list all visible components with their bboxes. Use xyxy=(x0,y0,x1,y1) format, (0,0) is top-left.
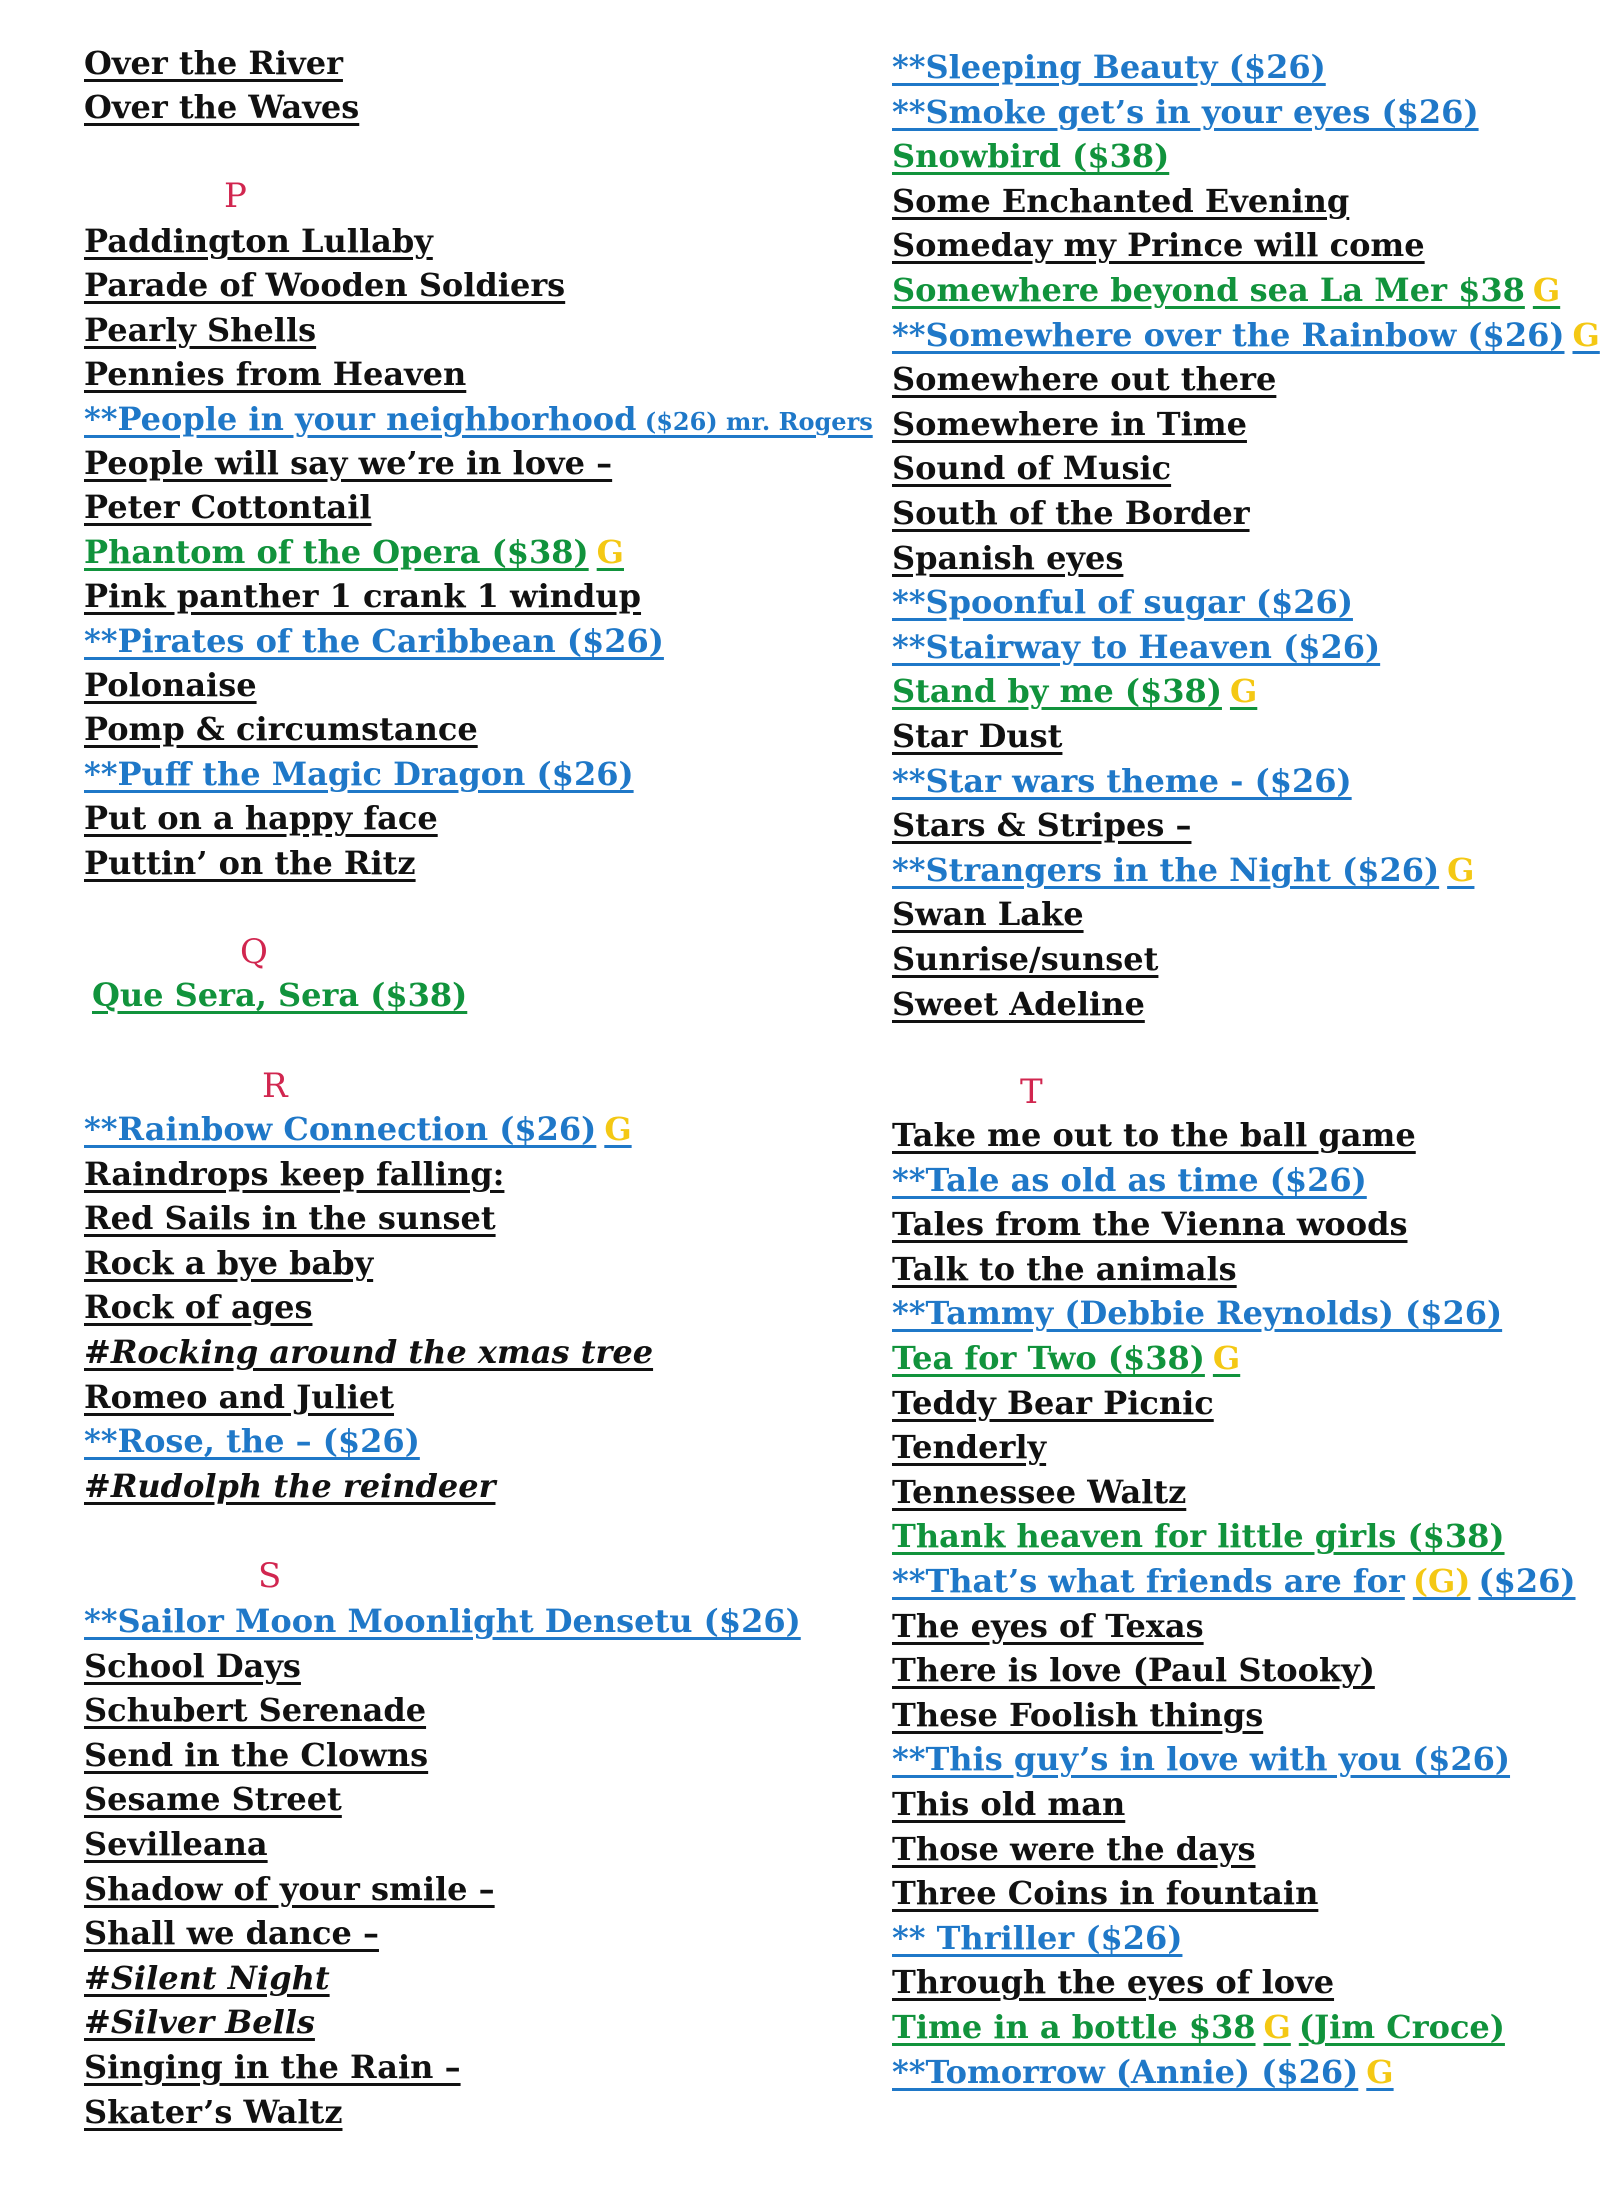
song-somewhere-out-there xyxy=(892,360,1276,398)
song-title: Raindrops keep falling: xyxy=(84,1154,505,1193)
song-silver-bells xyxy=(84,2003,315,2041)
song-title: **Rose, the – ($26) xyxy=(84,1422,420,1461)
song-title: Sunrise/sunset xyxy=(892,940,1159,978)
song-title: **Spoonful of sugar ($26) xyxy=(892,583,1353,622)
song-title: Three Coins in fountain xyxy=(892,1874,1319,1913)
song-title: Take me out to the ball game xyxy=(892,1116,1416,1154)
song-title: **Sleeping Beauty ($26) xyxy=(892,48,1326,86)
song-sleeping-beauty-26 xyxy=(892,48,1326,86)
song-sevilleana xyxy=(84,1825,268,1863)
song-spoonful-of-sugar-26 xyxy=(892,583,1353,621)
song-tomorrow-annie-26 xyxy=(892,2053,1394,2091)
song-over-the-waves xyxy=(84,88,359,126)
song-title: **Tomorrow (Annie) ($26) xyxy=(892,2052,1359,2091)
song-title: School Days xyxy=(84,1646,301,1685)
song-que-sera-sera-38 xyxy=(92,976,467,1014)
song-title: **Tale as old as time ($26) xyxy=(892,1160,1367,1199)
song-title: South of the Border xyxy=(892,494,1250,532)
section-letter-r: R xyxy=(262,1066,288,1106)
g-marker: G xyxy=(1532,271,1561,309)
song-title: Sound of Music xyxy=(892,449,1172,488)
song-shadow-of-your-smile xyxy=(84,1870,495,1908)
song-put-on-a-happy-face xyxy=(84,799,438,837)
song-title: ** Thriller ($26) xyxy=(892,1918,1183,1957)
song-someday-my-prince-will-come xyxy=(892,226,1425,264)
song-rudolph-the-reindeer xyxy=(84,1467,495,1505)
song-time-in-a-bottle-38 xyxy=(892,2008,1505,2046)
section-letter-t: T xyxy=(1020,1072,1043,1112)
song-that-s-what-friends-are-for xyxy=(892,1562,1576,1600)
song-swan-lake xyxy=(892,895,1084,933)
song-stars-stripes xyxy=(892,806,1191,844)
song-title: Sesame Street xyxy=(84,1780,342,1819)
song-some-enchanted-evening xyxy=(892,182,1349,220)
song-pirates-of-the-caribbean-26 xyxy=(84,622,664,660)
song-somewhere-over-the-rainbow-26 xyxy=(892,316,1600,354)
song-title: Swan Lake xyxy=(892,895,1084,934)
song-title: Rock of ages xyxy=(84,1288,313,1327)
song-three-coins-in-fountain xyxy=(892,1874,1318,1912)
song-those-were-the-days xyxy=(892,1830,1255,1868)
song-south-of-the-border xyxy=(892,494,1250,532)
song-title: **Star wars theme - ($26) xyxy=(892,761,1352,800)
song-title: Spanish eyes xyxy=(892,538,1124,577)
song-title: Skater’s Waltz xyxy=(84,2092,343,2131)
song-title: Sweet Adeline xyxy=(892,984,1145,1023)
song-title: Parade of Wooden Soldiers xyxy=(84,266,566,305)
song-title: Polonaise xyxy=(84,666,257,704)
g-marker: G xyxy=(604,1110,632,1148)
song-title: Time in a bottle $38 xyxy=(892,2008,1256,2046)
song-title: Thank heaven for little girls ($38) xyxy=(892,1517,1505,1556)
song-title: Star Dust xyxy=(892,717,1063,755)
song-title: Rock a bye baby xyxy=(84,1243,374,1282)
song-title: Paddington Lullaby xyxy=(84,222,433,260)
song-sound-of-music xyxy=(892,449,1171,487)
song-title: #Silent Night xyxy=(84,1958,330,1997)
song-tenderly xyxy=(892,1428,1046,1466)
song-this-old-man xyxy=(892,1785,1125,1823)
song-title: Somewhere out there xyxy=(892,360,1277,399)
song-title: People will say we’re in love – xyxy=(84,444,613,482)
song-title: Teddy Bear Picnic xyxy=(892,1383,1214,1422)
song-tammy-debbie-reynolds-26 xyxy=(892,1294,1502,1332)
g-marker: (G) xyxy=(1412,1562,1471,1600)
g-marker: G xyxy=(1229,672,1258,711)
song-title: Tennessee Waltz xyxy=(892,1472,1187,1511)
song-title: Snowbird ($38) xyxy=(892,137,1170,176)
song-sunrise-sunset xyxy=(892,940,1158,978)
song-title: **People in your neighborhood xyxy=(84,399,637,438)
song-there-is-love-paul-stooky xyxy=(892,1651,1375,1689)
song-sesame-street xyxy=(84,1780,342,1818)
song-tea-for-two-38 xyxy=(892,1339,1240,1377)
song-suffix: (Jim Croce) xyxy=(1298,2008,1505,2046)
song-strangers-in-the-night-26 xyxy=(892,851,1474,889)
song-polonaise xyxy=(84,666,257,704)
song-title: These Foolish things xyxy=(892,1695,1264,1734)
song-sweet-adeline xyxy=(892,985,1145,1023)
song-title: Somewhere in Time xyxy=(892,404,1247,443)
song-smoke-get-s-in-your-eyes-26 xyxy=(892,93,1479,131)
song-title: **Rainbow Connection ($26) xyxy=(84,1110,597,1148)
song-title: **Pirates of the Caribbean ($26) xyxy=(84,621,664,660)
song-stairway-to-heaven-26 xyxy=(892,628,1380,666)
song-people-will-say-we-re-in-love xyxy=(84,444,612,482)
song-star-wars-theme-26 xyxy=(892,762,1352,800)
song-sailor-moon-moonlight-densetu-26 xyxy=(84,1602,801,1640)
song-send-in-the-clowns xyxy=(84,1736,428,1774)
song-title: Some Enchanted Evening xyxy=(892,181,1350,220)
song-tales-from-the-vienna-woods xyxy=(892,1205,1407,1243)
song-title: Stand by me ($38) xyxy=(892,672,1222,711)
song-title: Someday my Prince will come xyxy=(892,226,1425,265)
song-romeo-and-juliet xyxy=(84,1378,394,1416)
song-rock-a-bye-baby xyxy=(84,1244,373,1282)
song-school-days xyxy=(84,1647,301,1685)
song-snowbird-38 xyxy=(892,137,1169,175)
song-title: **Smoke get’s in your eyes ($26) xyxy=(892,92,1479,131)
song-title: This old man xyxy=(892,1785,1126,1823)
song-title: **Sailor Moon Moonlight Densetu ($26) xyxy=(84,1602,801,1640)
song-star-dust xyxy=(892,717,1062,755)
song-phantom-of-the-opera-38 xyxy=(84,533,624,571)
song-title: Tales from the Vienna woods xyxy=(892,1205,1408,1244)
song-title: Peter Cottontail xyxy=(84,488,372,527)
song-title: **This guy’s in love with you ($26) xyxy=(892,1740,1511,1779)
song-title: Shadow of your smile – xyxy=(84,1869,495,1908)
song-title: **That’s what friends are for xyxy=(892,1562,1405,1600)
song-tale-as-old-as-time-26 xyxy=(892,1161,1367,1199)
song-through-the-eyes-of-love xyxy=(892,1963,1334,2001)
song-schubert-serenade xyxy=(84,1691,426,1729)
song-pearly-shells xyxy=(84,311,316,349)
song-title: Put on a happy face xyxy=(84,799,438,838)
song-title: Tea for Two ($38) xyxy=(892,1339,1205,1377)
song-title: Que Sera, Sera ($38) xyxy=(92,976,468,1014)
song-title: Schubert Serenade xyxy=(84,1691,427,1730)
song-pennies-from-heaven xyxy=(84,355,466,393)
song-over-the-river xyxy=(84,44,343,82)
song-title: Phantom of the Opera ($38) xyxy=(84,532,589,571)
song-red-sails-in-the-sunset xyxy=(84,1199,496,1237)
song-thank-heaven-for-little-girls-38 xyxy=(892,1517,1505,1555)
g-marker: G xyxy=(1366,2052,1394,2091)
song-rock-of-ages xyxy=(84,1288,312,1326)
song-title: **Puff the Magic Dragon ($26) xyxy=(84,754,634,793)
song-title: Stars & Stripes – xyxy=(892,806,1192,845)
g-marker: G xyxy=(1447,850,1475,889)
song-silent-night xyxy=(84,1959,330,1997)
song-puff-the-magic-dragon-26 xyxy=(84,755,634,793)
g-marker: G xyxy=(1263,2008,1291,2046)
song-title: Red Sails in the sunset xyxy=(84,1199,496,1238)
song-title: Romeo and Juliet xyxy=(84,1377,395,1416)
song-title: Puttin’ on the Ritz xyxy=(84,843,416,882)
song-parade-of-wooden-soldiers xyxy=(84,266,565,304)
song-these-foolish-things xyxy=(892,1696,1263,1734)
song-shall-we-dance xyxy=(84,1914,379,1952)
song-title: Over the Waves xyxy=(84,88,360,126)
song-pomp-circumstance xyxy=(84,710,478,748)
song-rose-the-26 xyxy=(84,1422,420,1460)
song-title: There is love (Paul Stooky) xyxy=(892,1651,1375,1690)
song-title: The eyes of Texas xyxy=(892,1606,1204,1645)
song-teddy-bear-picnic xyxy=(892,1384,1214,1422)
song-title: Shall we dance – xyxy=(84,1914,379,1953)
section-letter-q: Q xyxy=(240,932,268,972)
song-the-eyes-of-texas xyxy=(892,1607,1204,1645)
song-spanish-eyes xyxy=(892,539,1123,577)
section-letter-p: P xyxy=(224,176,247,216)
song-title: Pink panther 1 crank 1 windup xyxy=(84,577,642,616)
song-title: #Silver Bells xyxy=(84,2003,315,2042)
song-title: **Somewhere over the Rainbow ($26) xyxy=(892,315,1565,354)
song-title: **Tammy (Debbie Reynolds) ($26) xyxy=(892,1294,1503,1333)
song-title: Over the River xyxy=(84,44,343,82)
song-title: Pomp & circumstance xyxy=(84,710,478,749)
song-singing-in-the-rain xyxy=(84,2048,461,2086)
song-peter-cottontail xyxy=(84,488,372,526)
song-title: **Stairway to Heaven ($26) xyxy=(892,627,1381,666)
section-letter-s: S xyxy=(258,1556,282,1596)
song-this-guy-s-in-love-with-you-26 xyxy=(892,1740,1510,1778)
song-take-me-out-to-the-ball-game xyxy=(892,1116,1416,1154)
song-tennessee-waltz xyxy=(892,1473,1186,1511)
song-title: #Rocking around the xmas tree xyxy=(84,1333,654,1371)
song-title: Send in the Clowns xyxy=(84,1735,429,1774)
song-somewhere-in-time xyxy=(892,405,1247,443)
g-marker: G xyxy=(1212,1339,1241,1377)
song-pink-panther-1-crank-1-windup xyxy=(84,577,641,615)
song-raindrops-keep-falling xyxy=(84,1155,504,1193)
song-title: Pennies from Heaven xyxy=(84,355,467,394)
song-title: Singing in the Rain – xyxy=(84,2048,461,2086)
g-marker: G xyxy=(596,532,624,571)
song-people-in-your-neighborhood xyxy=(84,400,873,441)
song-title: Pearly Shells xyxy=(84,310,317,349)
song-stand-by-me-38 xyxy=(892,672,1257,710)
song-title: #Rudolph the reindeer xyxy=(84,1466,496,1505)
song-title: Those were the days xyxy=(892,1829,1256,1868)
song-skater-s-waltz xyxy=(84,2093,342,2131)
song-somewhere-beyond-sea-la-mer-38 xyxy=(892,271,1560,309)
song-puttin-on-the-ritz xyxy=(84,844,416,882)
song-thriller-26 xyxy=(892,1919,1182,1957)
song-title: Talk to the animals xyxy=(892,1249,1237,1288)
song-talk-to-the-animals xyxy=(892,1250,1237,1288)
song-note: ($26) mr. Rogers xyxy=(636,406,873,436)
song-rocking-around-the-xmas-tree xyxy=(84,1333,653,1371)
song-title: **Strangers in the Night ($26) xyxy=(892,850,1440,889)
song-title: Somewhere beyond sea La Mer $38 xyxy=(892,271,1525,309)
song-paddington-lullaby xyxy=(84,222,433,260)
g-marker: G xyxy=(1572,315,1600,354)
song-rainbow-connection-26 xyxy=(84,1110,632,1148)
song-title: Sevilleana xyxy=(84,1825,268,1863)
song-title: Through the eyes of love xyxy=(892,1963,1335,2002)
song-suffix: ($26) xyxy=(1478,1562,1576,1600)
song-title: Tenderly xyxy=(892,1428,1047,1467)
